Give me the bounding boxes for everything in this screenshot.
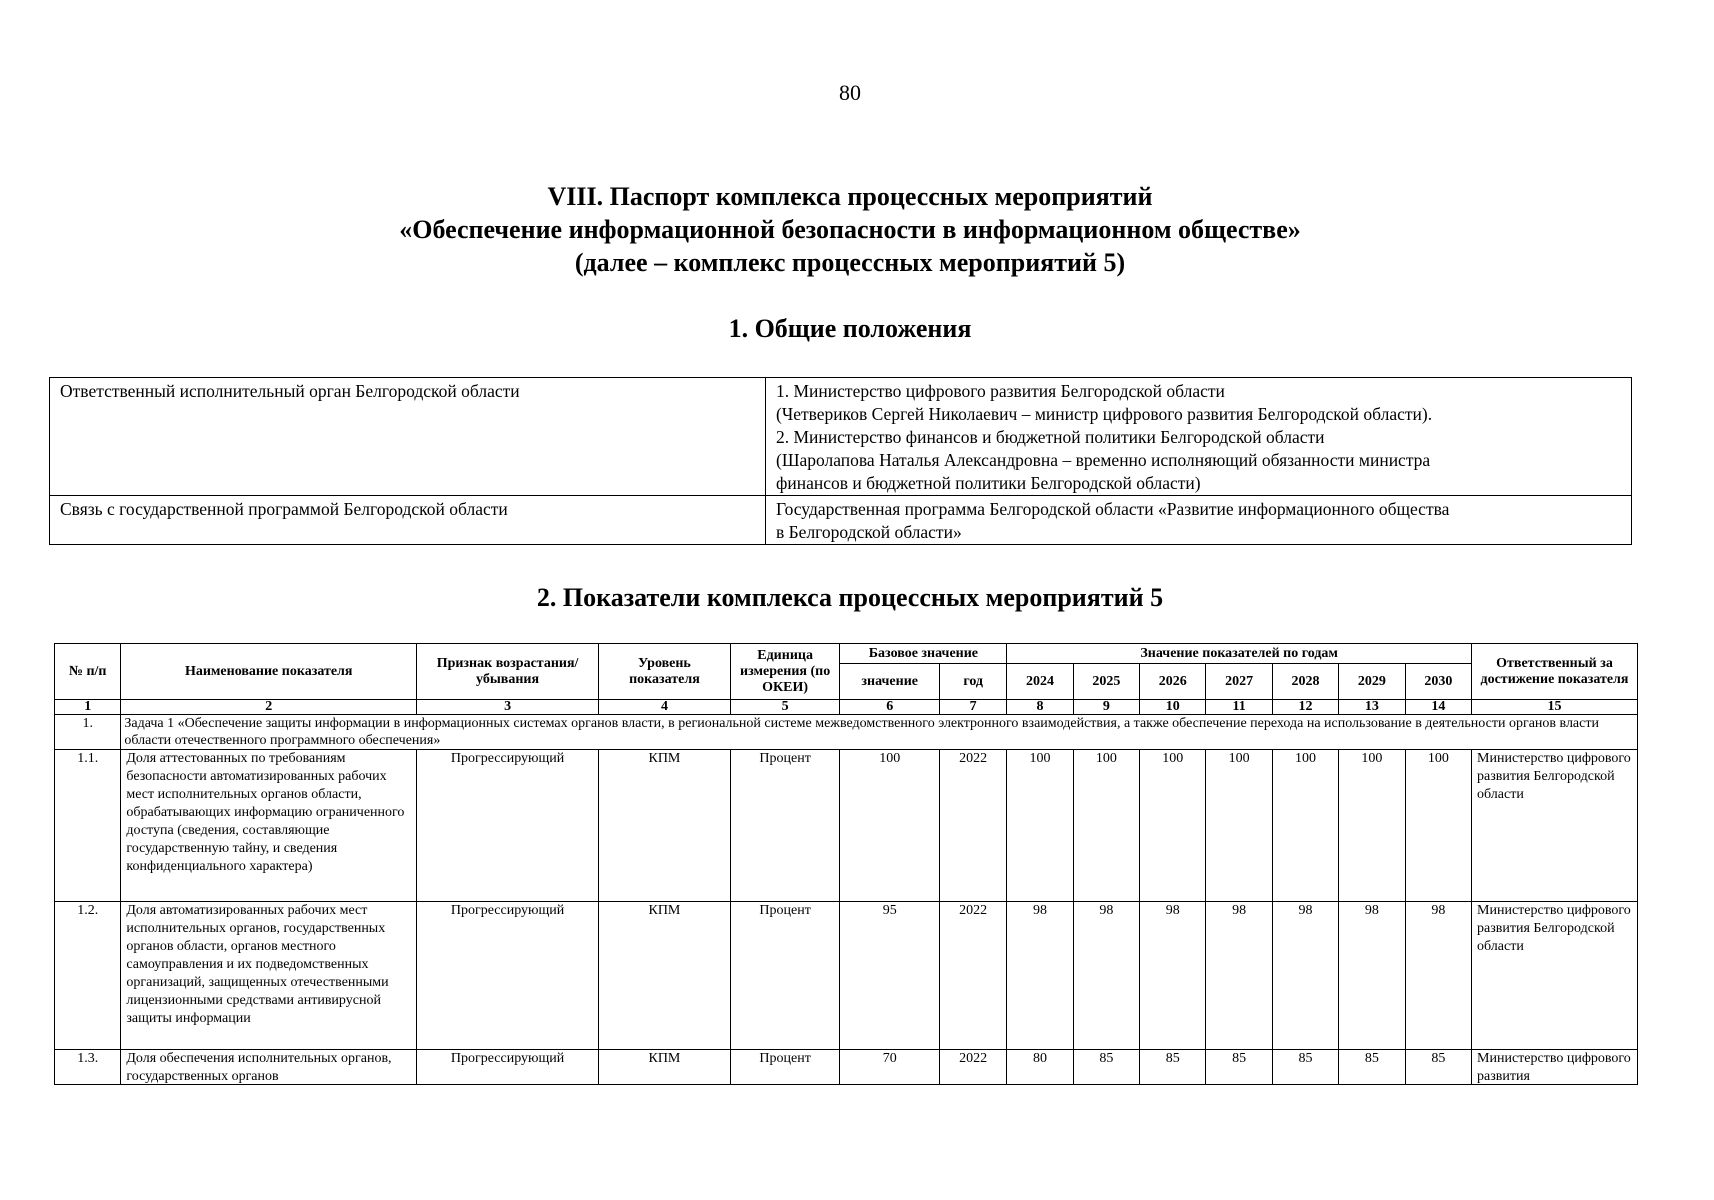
text-line: (Четвериков Сергей Николаевич – министр цифрового развития Белгородской области). [776,404,1433,424]
indicator-name [121,1050,417,1085]
text-line: 1. Министерство цифрового развития Белгородской области [776,381,1225,401]
col-level-header: Уровень показателя [599,644,731,700]
document-title [0,180,1700,279]
base-year: 2022 [939,902,1006,1050]
row-number: 1.3. [55,1050,121,1085]
responsible-body [1472,1050,1638,1085]
value-2025: 100 [1073,750,1139,902]
value-2029: 85 [1339,1050,1405,1085]
col-year-header: 2030 [1405,664,1471,700]
col-num-header: № п/п [55,644,121,700]
column-number: 11 [1206,700,1272,715]
value-2030: 100 [1405,750,1471,902]
base-year: 2022 [939,1050,1006,1085]
col-year-header: 2026 [1140,664,1206,700]
program-link-value [766,496,1632,545]
task-row [55,715,1638,750]
text-line: финансов и бюджетной политики Белгородской области) [776,473,1201,493]
task-number: 1. [55,715,121,750]
value-2026: 100 [1140,750,1206,902]
indicator-name: Доля аттестованных по требованиям безопасности автоматизированных рабочих мест исполнительных органов области, обрабатывающих информацию ограниченного доступа (сведения, составляющие государственную тайну, и сведения конфиденциального характера) [121,750,417,902]
column-numbers-row [55,700,1638,715]
column-number: 14 [1405,700,1471,715]
col-trend-header: Признак возрастания/ убывания [417,644,599,700]
text-line: Государственная программа Белгородской области «Развитие информационного общества [776,499,1450,519]
responsible-body: Министерство цифрового развития Белгородской области [1472,750,1638,902]
indicator-level: КПМ [599,902,731,1050]
base-value: 95 [840,902,940,1050]
indicator-unit: Процент [730,750,840,902]
column-number: 8 [1007,700,1073,715]
col-year-header: 2028 [1272,664,1338,700]
col-year-header: 2027 [1206,664,1272,700]
text-line: в Белгородской области» [776,522,962,542]
value-2027: 100 [1206,750,1272,902]
column-number: 6 [840,700,940,715]
responsible-body: Министерство цифрового развития Белгородской области [1472,902,1638,1050]
column-number: 1 [55,700,121,715]
row-number: 1.1. [55,750,121,902]
col-base-header: Базовое значение [840,644,1007,664]
page-number: 80 [839,80,861,105]
value-2028: 98 [1272,902,1338,1050]
value-2028: 85 [1272,1050,1338,1085]
base-year: 2022 [939,750,1006,902]
value-2024: 100 [1007,750,1073,902]
column-number: 15 [1472,700,1638,715]
header-row [55,644,1638,664]
indicators-table [54,643,1638,1085]
indicator-unit: Процент [730,1050,840,1085]
value-2028: 100 [1272,750,1338,902]
table-row [55,902,1638,1050]
title-line-2: «Обеспечение информационной безопасности в информационном обществе» [399,215,1301,244]
responsible-organ-label: Ответственный исполнительный орган Белгородской области [50,378,766,496]
col-year-header: 2024 [1007,664,1073,700]
col-responsible-header: Ответственный за достижение показателя [1472,644,1638,700]
value-2029: 98 [1339,902,1405,1050]
value-2025: 85 [1073,1050,1139,1085]
title-line-3: (далее – комплекс процессных мероприятий 5) [574,248,1126,277]
table-row [55,750,1638,902]
col-year-header: 2029 [1339,664,1405,700]
task-text: Задача 1 «Обеспечение защиты информации в информационных системах органов власти, в региональной системе межведомственного электронного взаимодействия, а также обеспечение перехода на использование в деятельности органов власти области отечественного программного обеспечения» [121,715,1638,750]
column-number: 9 [1073,700,1139,715]
column-number: 13 [1339,700,1405,715]
col-years-header: Значение показателей по годам [1007,644,1472,664]
text-line: (Шаролапова Наталья Александровна – временно исполняющий обязанности министра [776,450,1431,470]
responsible-organ-value [766,378,1632,496]
row-number: 1.2. [55,902,121,1050]
value-2026: 85 [1140,1050,1206,1085]
general-provisions-table [49,377,1632,545]
value-2029: 100 [1339,750,1405,902]
col-unit-header: Единица измерения (по ОКЕИ) [730,644,840,700]
column-number: 2 [121,700,417,715]
col-year-header: 2025 [1073,664,1139,700]
col-base-value-header: значение [840,664,940,700]
column-number: 3 [417,700,599,715]
table-row [55,1050,1638,1085]
indicator-name-text: Доля обеспечения исполнительных органов, государственных органов [126,1051,392,1084]
indicator-level: КПМ [599,750,731,902]
indicator-name: Доля автоматизированных рабочих мест исполнительных органов, государственных органов области, органов местного самоуправления и их подведомственных организаций, защищенных отечественными лицензионными средствами антивирусной защиты информации [121,902,417,1050]
table-row [50,496,1632,545]
indicator-trend: Прогрессирующий [417,750,599,902]
text-line: 2. Министерство финансов и бюджетной политики Белгородской области [776,427,1325,447]
base-value: 70 [840,1050,940,1085]
column-number: 7 [939,700,1006,715]
value-2030: 85 [1405,1050,1471,1085]
value-2025: 98 [1073,902,1139,1050]
table-row [50,378,1632,496]
value-2027: 85 [1206,1050,1272,1085]
value-2024: 98 [1007,902,1073,1050]
column-number: 5 [730,700,840,715]
column-number: 10 [1140,700,1206,715]
indicator-trend: Прогрессирующий [417,1050,599,1085]
indicator-level: КПМ [599,1050,731,1085]
indicator-trend: Прогрессирующий [417,902,599,1050]
section-2-heading: 2. Показатели комплекса процессных мероприятий 5 [536,583,1164,612]
col-base-year-header: год [939,664,1006,700]
value-2026: 98 [1140,902,1206,1050]
title-line-1: VIII. Паспорт комплекса процессных мероприятий [547,182,1153,211]
value-2027: 98 [1206,902,1272,1050]
responsible-body-text: Министерство цифрового развития [1477,1051,1631,1084]
value-2024: 80 [1007,1050,1073,1085]
indicator-unit: Процент [730,902,840,1050]
value-2030: 98 [1405,902,1471,1050]
column-number: 4 [599,700,731,715]
section-1-heading: 1. Общие положения [728,314,972,343]
column-number: 12 [1272,700,1338,715]
base-value: 100 [840,750,940,902]
program-link-label: Связь с государственной программой Белгородской области [50,496,766,545]
col-name-header: Наименование показателя [121,644,417,700]
